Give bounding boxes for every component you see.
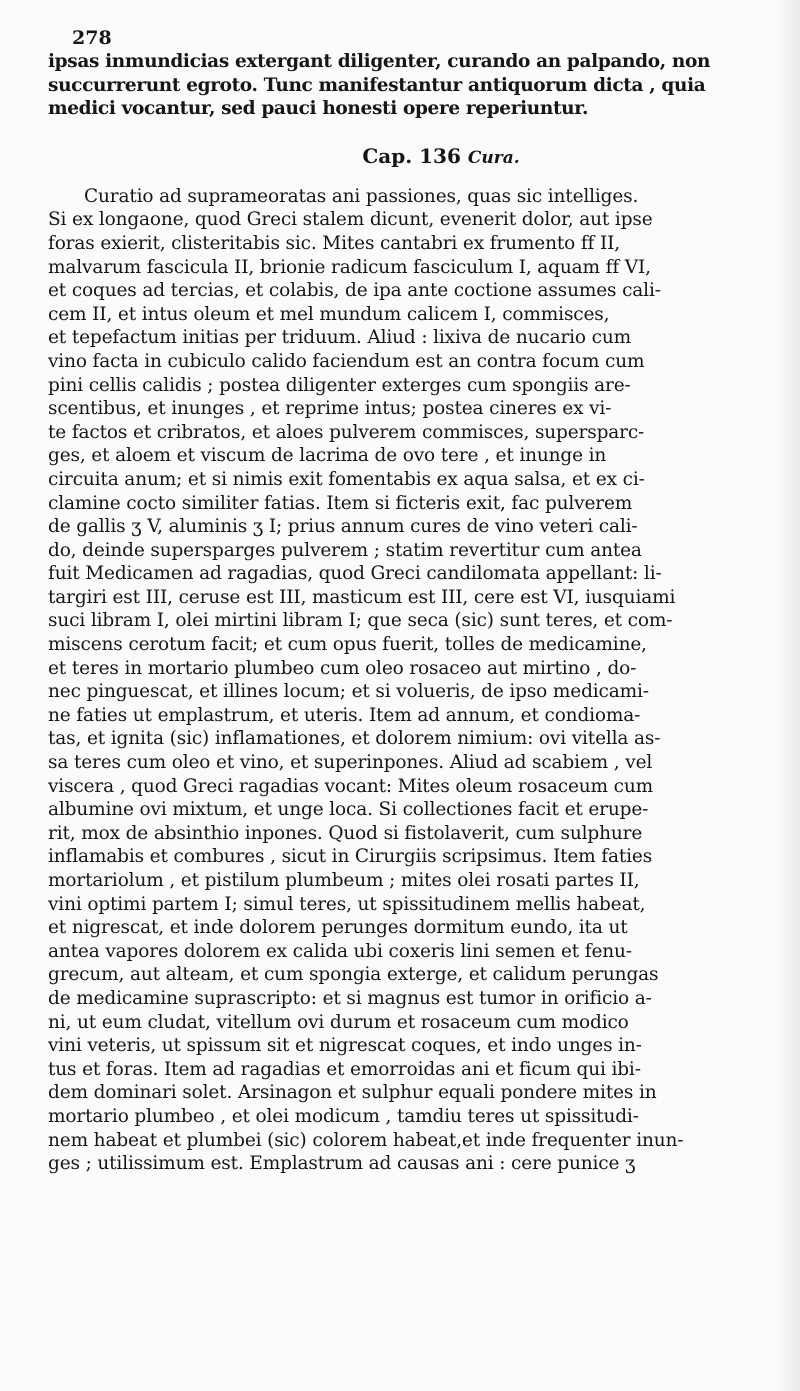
text-line: nem habeat et plumbei (sic) colorem habeat,et inde frequenter inun-: [48, 1129, 684, 1151]
text-line: grecum, aut alteam, et cum spongia exterge, et calidum perungas: [48, 964, 659, 986]
text-line: malvarum fascicula II, brionie radicum fasciculum I, aquam ff VI,: [48, 256, 651, 278]
body-paragraph: [48, 185, 764, 1176]
text-line: et nigrescat, et inde dolorem perunges dormitum eundo, ita ut: [48, 917, 628, 939]
text-line: et tepefactum initias per triduum. Aliud : lixiva de nucario cum: [48, 327, 632, 349]
text-line: foras exierit, clisteritabis sic. Mites cantabri ex frumento ff II,: [48, 232, 621, 254]
text-line: et coques ad tercias, et colabis, de ipa ante coctione assumes cali-: [48, 280, 661, 302]
text-line: ges, et aloem et viscum de lacrima de ovo tere , et inunge in: [48, 445, 607, 467]
text-line: circuita anum; et si nimis exit fomentabis ex aqua salsa, et ex ci-: [48, 468, 645, 490]
text-line: inflamabis et combures , sicut in Cirurgiis scripsimus. Item faties: [48, 846, 653, 868]
text-line: scentibus, et inunges , et reprime intus; postea cineres ex vi-: [48, 398, 612, 420]
text-line: albumine ovi mixtum, et unge loca. Si collectiones facit et erupe-: [48, 799, 649, 821]
text-line: rit, mox de absinthio inpones. Quod si fistolaverit, cum sulphure: [48, 822, 643, 844]
text-line: suci libram I, olei mirtini libram I; que seca (sic) sunt teres, et com-: [48, 610, 673, 632]
text-line: antea vapores dolorem ex calida ubi coxeris lini semen et fenu-: [48, 940, 632, 962]
text-line: de gallis ʒ V, aluminis ʒ I; prius annum cures de vino veteri cali-: [48, 516, 638, 538]
text-line: sa teres cum oleo et vino, et superinpones. Aliud ad scabiem , vel: [48, 752, 653, 774]
text-line: fuit Medicamen ad ragadias, quod Greci candilomata appellant: li-: [48, 563, 662, 585]
text-line: vini optimi partem I; simul teres, ut spissitudinem mellis habeat,: [48, 893, 646, 915]
text-line: tus et foras. Item ad ragadias et emorroidas ani et ficum qui ibi-: [48, 1058, 641, 1080]
text-line: et teres in mortario plumbeo cum oleo rosaceo aut mirtino , do-: [48, 657, 637, 679]
text-line: pini cellis calidis ; postea diligenter exterges cum spongiis are-: [48, 374, 631, 396]
chapter-heading: [48, 141, 764, 171]
text-line: succurrerunt egroto. Tunc manifestantur antiquorum dicta , quia: [48, 74, 706, 96]
text-line: vino facta in cubiculo calido faciendum est an contra focum cum: [48, 350, 645, 372]
text-line: te factos et cribratos, et aloes pulverem commisces, supersparc-: [48, 421, 645, 443]
text-line: ipsas inmundicias extergant diligenter, curando an palpando, non: [48, 51, 711, 72]
text-line: nec pinguescat, et illines locum; et si volueris, de ipso medicami-: [48, 681, 649, 703]
text-line: ne faties ut emplastrum, et uteris. Item ad annum, et condioma-: [48, 704, 641, 726]
page-number: 278: [72, 27, 112, 49]
text-line: do, deinde supersparges pulverem ; statim revertitur cum antea: [48, 539, 642, 561]
chapter-subtitle: Cura.: [467, 147, 520, 168]
text-line: Si ex longaone, quod Greci stalem dicunt, evenerit dolor, aut ipse: [48, 209, 653, 231]
text-line: viscera , quod Greci ragadias vocant: Mites oleum rosaceum cum: [48, 775, 654, 797]
text-line: miscens cerotum facit; et cum opus fuerit, tolles de medicamine,: [48, 634, 647, 656]
text-line: cem II, et intus oleum et mel mundum calicem I, commisces,: [48, 303, 610, 325]
text-line: dem dominari solet. Arsinagon et sulphur equali pondere mites in: [48, 1082, 657, 1104]
chapter-title: Cap. 136: [362, 143, 461, 168]
text-line: de medicamine suprascripto: et si magnus est tumor in orificio a-: [48, 987, 652, 1009]
text-line: ni, ut eum cludat, vitellum ovi durum et rosaceum cum modico: [48, 1011, 629, 1033]
text-line: vini veteris, ut spissum sit et nigrescat coques, et indo unges in-: [48, 1035, 642, 1057]
text-line: Curatio ad suprameoratas ani passiones, quas sic intelliges.: [84, 185, 639, 207]
text-line: mortario plumbeo , et olei modicum , tamdiu teres ut spissitudi-: [48, 1105, 639, 1127]
text-line: medici vocantur, sed pauci honesti opere reperiuntur.: [48, 98, 589, 120]
text-line: ges ; utilissimum est. Emplastrum ad causas ani : cere punice ʒ: [48, 1153, 636, 1175]
text-line: mortariolum , et pistilum plumbeum ; mites olei rosati partes II,: [48, 870, 640, 891]
text-line: targiri est III, ceruse est III, masticum est III, cere est VI, iusquiami: [48, 586, 676, 608]
text-line: tas, et ignita (sic) inflamationes, et dolorem nimium: ovi vitella as-: [48, 728, 661, 750]
text-line: clamine cocto similiter fatias. Item si ficteris exit, fac pulverem: [48, 492, 633, 514]
intro-paragraph: [48, 50, 764, 121]
